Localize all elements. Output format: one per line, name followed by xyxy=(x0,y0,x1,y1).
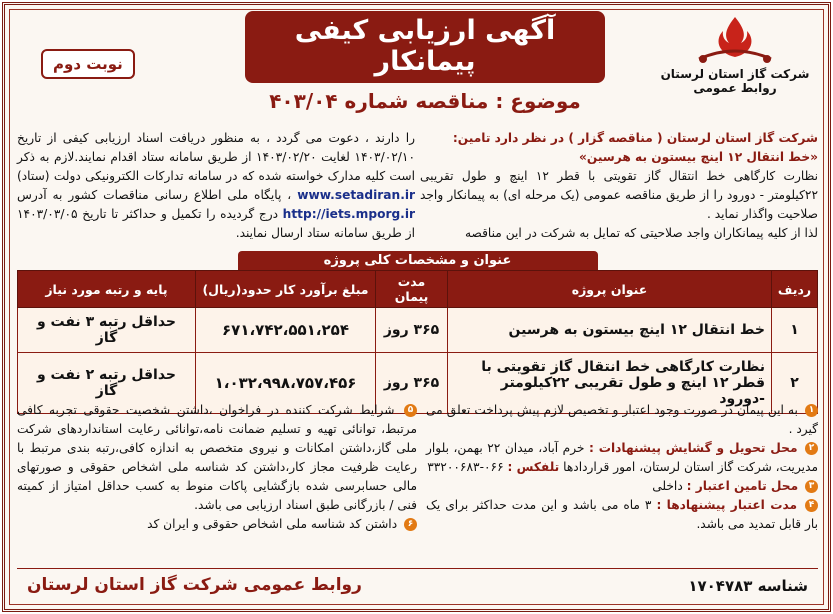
row-title: نظارت کارگاهی خط انتقال گاز تقویتی با قطر ۱۲ اینچ و طول تقریبی ۲۲کیلومتر -دورود xyxy=(448,353,772,414)
company-logo xyxy=(650,13,820,111)
main-title: آگهی ارزیابی کیفی پیمانکار xyxy=(245,11,605,83)
conditions-left xyxy=(17,401,417,534)
condition-item xyxy=(426,439,818,477)
condition-label: محل تحویل و گشایش پیشنهادات : xyxy=(588,441,798,455)
setadiran-link[interactable]: www.setadiran.ir xyxy=(297,188,416,202)
project-table xyxy=(17,270,818,414)
condition-text: داخلی xyxy=(652,479,683,493)
row-index: ۱ xyxy=(772,308,818,353)
header-title: عنوان پروژه xyxy=(448,271,772,308)
intro-line-1: شرکت گاز استان لرستان ( مناقصه گزار ) در نظر دارد تامین: xyxy=(452,131,818,145)
bullet-number: ۳ xyxy=(805,480,818,493)
header-grade: پایه و رتبه مورد نیاز xyxy=(18,271,196,308)
intro-line-4: لذا از کلیه پیمانکاران واجد صلاحیتی که تمایل به شرکت در این مناقصه xyxy=(464,226,818,240)
row-amount: ۱،۰۳۲،۹۹۸،۷۵۷،۴۵۶ xyxy=(196,353,376,414)
invitation-paragraph-2: ، پایگاه ملی اطلاع رسانی مناقصات کشور به آدرس xyxy=(17,188,292,202)
header-duration: مدت پیمان xyxy=(376,271,448,308)
phone-label: تلفکس : xyxy=(507,460,560,474)
company-name: شرکت گاز استان لرستان xyxy=(660,67,810,81)
row-duration: ۳۶۵ روز xyxy=(376,308,448,353)
bullet-number: ۵ xyxy=(404,404,417,417)
header-index: ردیف xyxy=(772,271,818,308)
subject-line: موضوع : مناقصه شماره ۴۰۳/۰۴ xyxy=(269,89,581,113)
bullet-number: ۱ xyxy=(805,404,818,417)
intro-line-2: «خط انتقال ۱۲ اینچ بیستون به هرسین» xyxy=(578,150,818,164)
header xyxy=(215,11,635,113)
condition-item xyxy=(17,515,417,534)
conditions-right xyxy=(426,401,818,534)
condition-text: خرم آباد، میدان ۲۲ بهمن، بلوار مدیریت، شرکت گاز استان لرستان، امور قراردادها xyxy=(426,441,818,474)
condition-item xyxy=(426,401,818,439)
condition-item xyxy=(426,496,818,534)
condition-text: به این پیمان در صورت وجود اعتبار و تخصیص لازم پیش پرداخت تعلق می گیرد . xyxy=(426,403,818,436)
row-duration: ۳۶۵ روز xyxy=(376,353,448,414)
department-name: روابط عمومی xyxy=(693,81,777,95)
invitation-paragraph-3: درج گردیده را تکمیل و حداکثر تا تاریخ ۱۴۰۳/۰۳/۰۵ از طریق سامانه ستاد ارسال نمایند. xyxy=(17,207,415,240)
serial-number: شناسه ۱۷۰۴۷۸۳ xyxy=(688,577,808,595)
table-row xyxy=(18,308,818,353)
flame-logo-icon xyxy=(689,13,781,65)
footer-public-relations: روابط عمومی شرکت گاز استان لرستان xyxy=(27,575,362,595)
condition-item xyxy=(426,477,818,496)
project-table-section xyxy=(17,251,818,414)
turn-badge: نوبت دوم xyxy=(41,49,135,79)
bullet-number: ۴ xyxy=(805,499,818,512)
condition-label: مدت اعتبار پیشنهادها : xyxy=(656,498,798,512)
condition-text: داشتن کد شناسه ملی اشخاص حقوقی و ایران کد xyxy=(147,517,398,531)
bullet-number: ۶ xyxy=(404,518,417,531)
iets-link[interactable]: http://iets.mporg.ir xyxy=(282,207,416,221)
row-index: ۲ xyxy=(772,353,818,414)
row-amount: ۶۷۱،۷۴۲،۵۵۱،۲۵۴ xyxy=(196,308,376,353)
invitation-paragraph-1: را دارند ، دعوت می گردد ، به منظور دریافت اسناد ارزیابی کیفی از تاریخ ۱۴۰۳/۰۲/۱۰ لغایت ۱۴۰۳/۰۲/۲۰ از طریق سامانه ستاد اقدام نمایند.لازم به ذکر است کلیه مدارک خواسته شده که در سامانه تدارکات الکترونیکی دولت (ستاد) xyxy=(17,131,415,183)
condition-item xyxy=(17,401,417,515)
intro-text xyxy=(420,129,818,243)
row-grade: حداقل رتبه ۲ نفت و گاز xyxy=(18,353,196,414)
table-header-row xyxy=(18,271,818,308)
row-grade: حداقل رتبه ۳ نفت و گاز xyxy=(18,308,196,353)
condition-text: ۳ ماه می باشد و این مدت حداکثر برای یک بار قابل تمدید می باشد. xyxy=(426,498,818,531)
intro-line-3: نظارت کارگاهی خط انتقال گاز تقویتی با قطر ۱۲ اینچ و طول تقریبی ۲۲کیلومتر - دورود را از طریق مناقصه عمومی (یک مرحله ای) به پیمانکار واجد صلاحیت واگذار نماید . xyxy=(420,169,818,221)
bullet-number: ۲ xyxy=(805,442,818,455)
row-title: خط انتقال ۱۲ اینچ بیستون به هرسین xyxy=(448,308,772,353)
advertisement-page xyxy=(2,2,831,612)
condition-text: شرایط شرکت کننده در فراخوان ،داشتن شخصیت حقوقی تجربه کافی مرتبط، توانائی تهیه و تسلیم ضمانت نامه،توانائی رعایت استانداردهای شرکت ملی گاز،داشتن امکانات و نیروی متخصص به اندازه کافی،رتبه بندی مرتبط با رعایت ظرفیت مجاز کار،داشتن کد شناسه ملی اشخاص حقوقی و صورتهای مالی حسابرسی شده بازگشایی پاکات منوط به کسب حداقل امتیاز از کمیته فنی / بازرگانی طبق اسناد ارزیابی می باشد. xyxy=(17,403,417,512)
invitation-text xyxy=(17,129,415,243)
condition-label: محل تامین اعتبار : xyxy=(686,479,799,493)
phone-number: ۰۶۶-۳۳۲۰۰۶۸۳ xyxy=(427,460,504,474)
table-caption: عنوان و مشخصات کلی پروژه xyxy=(238,251,598,270)
footer-divider xyxy=(17,568,818,569)
header-amount: مبلغ برآورد کار حدود(ریال) xyxy=(196,271,376,308)
